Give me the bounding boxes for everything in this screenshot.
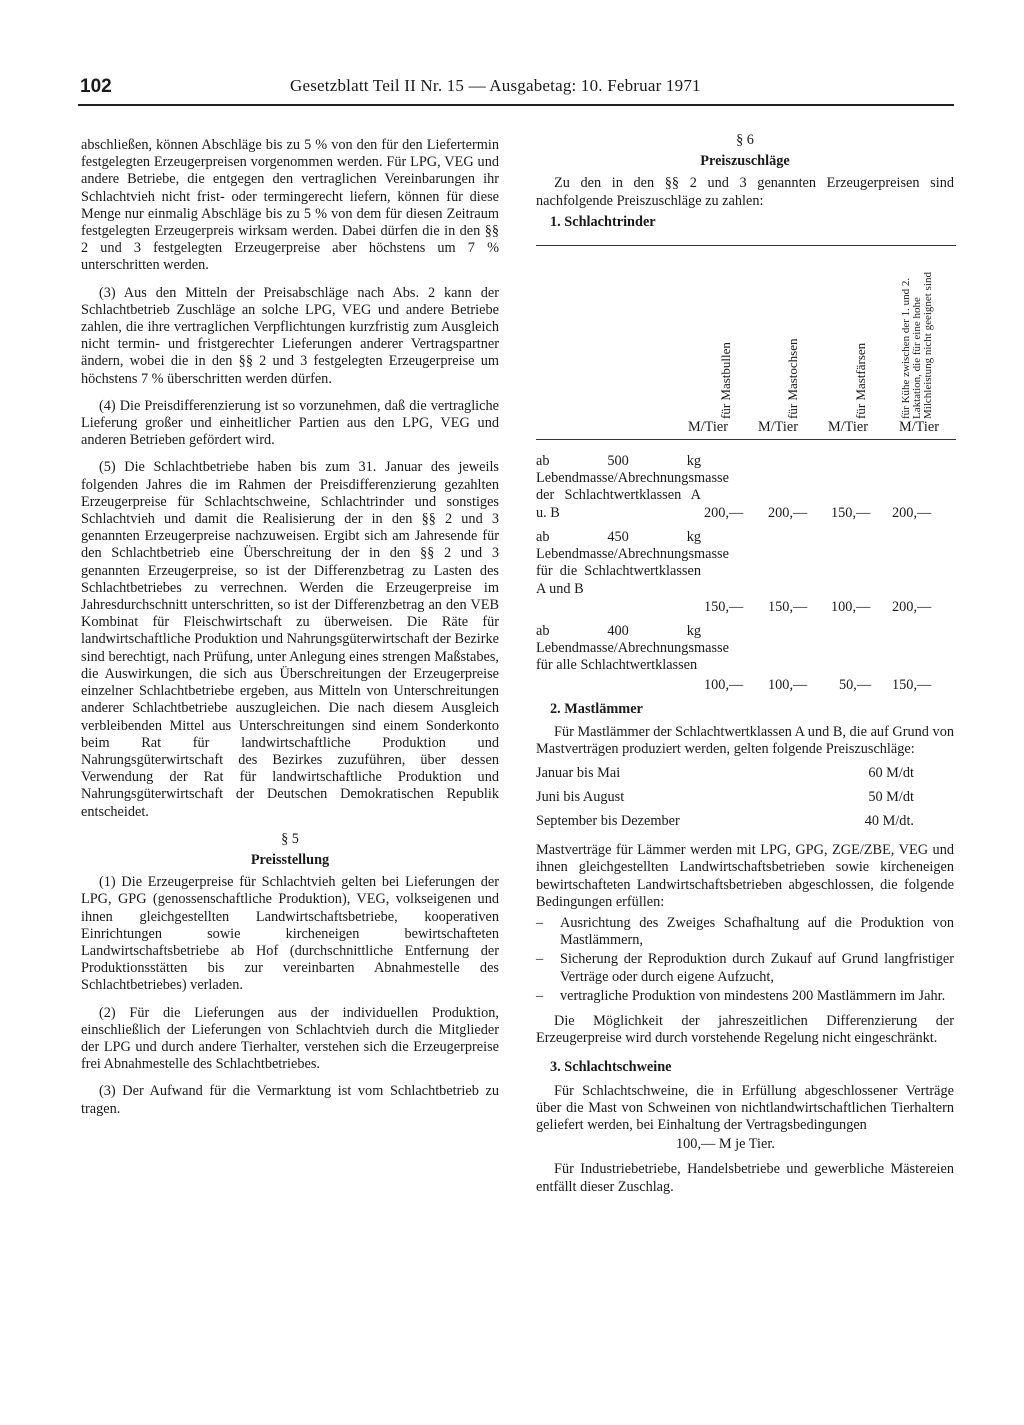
unit-label: M/Tier	[758, 419, 798, 436]
table-cell: 150,—	[831, 505, 871, 522]
condition-item: – Sicherung der Reproduktion durch Zukauf auf Grund langfristiger Verträge oder durch eigene Aufzucht,	[536, 951, 954, 985]
section-5-number: § 5	[281, 830, 299, 847]
pig-amount: 100,— M je Tier.	[676, 1136, 775, 1153]
table-top-rule	[536, 245, 956, 246]
heading-mastlaemmer: 2. Mastlämmer	[550, 701, 643, 718]
unit-label: M/Tier	[899, 419, 939, 436]
table-cell: 150,—	[704, 599, 744, 616]
section-6-title: Preiszuschläge	[700, 153, 790, 170]
right-column	[536, 132, 954, 1206]
col-head-mastbullen: für Mastbullen	[718, 342, 733, 420]
table-cell: 50,—	[839, 677, 872, 694]
price-period: September bis Dezember	[536, 813, 680, 830]
s5-paragraph-2: (2) Für die Lieferungen aus der individuellen Produktion, einschließlich der Lieferungen von Schlachtvieh durch die Mitglieder der LPG und durch andere Tierhalter, verstehen sich die Erzeugerpreise frei Abnahmestelle des Schlachtbetriebes.	[81, 1004, 499, 1073]
table-cell: 100,—	[831, 599, 871, 616]
section-5-title: Preisstellung	[250, 851, 330, 868]
lamb-paragraph: Für Mastlämmer der Schlachtwertklassen A und B, die auf Grund von Mastverträgen produziert werden, gelten folgende Preiszuschläge:	[536, 724, 954, 758]
contracts-paragraph: Mastverträge für Lämmer werden mit LPG, GPG, ZGE/ZBE, VEG und ihnen gleichgestellten Landwirtschaftsbetrieben sowie kircheneigen bewirtschafteten Landwirtschaftsbetrieben abgeschlossen, die folgende Bedingungen erfüllen:	[536, 842, 954, 910]
paragraph-5: (5) Die Schlachtbetriebe haben bis zum 31. Januar des jeweils folgenden Jahres die im Rahmen der Preisdifferenzierung gezahlten Erzeugerpreise für Schlachtschweine, Schlachtrinder und sonstiges Schlachtvieh und damit die Realisierung der in den §§ 2 und 3 genannten Erzeugerpreise nachzuweisen. Ergibt sich am Jahresende für den Schlachtbetrieb eine Überschreitung der in den §§ 2 und 3 genannten Erzeugerpreise, so ist der Differenzbetrag zu Lasten des Schlachtbetriebes zu verrechnen. Werden die Erzeugerpreise im Jahresdurchschnitt unterschritten, so ist der Differenzbetrag an den VEB Kombinat für Fleischwirtschaft zu überweisen. Die Räte für landwirtschaftliche Produktion und Nahrungsgüterwirtschaft der Bezirke sind berechtigt, nach Prüfung, unter Anlegung eines strengen Maßstabes, die Auswirkungen, die sich aus Überschreitungen der Erzeugerpreise einzelner Schlachtbetriebe ergeben, aus Mitteln von Unterschreitungen anderer Schlachtbetriebe auszugleichen. Die nach diesem Ausgleich verbleibenden Mittel aus Unterschreitungen sind einem Sonderkonto beim Rat für landwirtschaftliche Produktion und Nahrungsgüterwirtschaft des Bezirkes zuzuführen, über dessen Verwendung der Rat für landwirtschaftliche Produktion und Nahrungsgüterwirtschaft der Deutschen Demokratischen Republik entscheidet.	[81, 459, 499, 820]
industry-paragraph: Für Industriebetriebe, Handelsbetriebe und gewerbliche Mästereien entfällt dieser Zuschlag.	[536, 1161, 954, 1195]
gazette-title: Gesetzblatt Teil II Nr. 15 — Ausgabetag: 10. Februar 1971	[290, 76, 701, 95]
col-head-mastochsen: für Mastochsen	[785, 338, 800, 420]
row-label: ab 500 kg Lebendmasse/Abrechnungsmasse der Schlachtwertklassen A u. B	[536, 453, 729, 521]
paragraph-4: (4) Die Preisdifferenzierung ist so vorzunehmen, daß die vertragliche Lieferung großer und einheitlicher Partien aus den LPG, VEG und anderen Betrieben gefördert wird.	[81, 397, 499, 449]
unit-label: M/Tier	[828, 419, 868, 436]
heading-schlachtschweine: 3. Schlachtschweine	[550, 1059, 672, 1076]
table-cell: 200,—	[892, 599, 932, 616]
condition-item: – Ausrichtung des Zweiges Schafhaltung auf die Produktion von Mastlämmern,	[536, 915, 954, 949]
table-cell: 100,—	[768, 677, 808, 694]
col-head-kuehe: für Kühe zwischen der 1. und 2. Laktation, die für eine hohe Milchleistung nicht geeignet sind	[900, 272, 934, 420]
col-head-mastfaersen: für Mastfärsen	[853, 342, 868, 420]
row-label: ab 400 kg Lebendmasse/Abrechnungsmasse für alle Schlachtwertklassen	[536, 623, 729, 674]
price-value: 60 M/dt	[868, 764, 914, 781]
price-table	[536, 237, 956, 694]
pigs-paragraph: Für Schlachtschweine, die in Erfüllung abgeschlossener Verträge über die Mast von Schweinen von nichtlandwirtschaftlichen Tierhaltern geliefert werden, bei Einhaltung der Vertragsbedingungen	[536, 1082, 954, 1134]
s5-paragraph-3: (3) Der Aufwand für die Vermarktung ist vom Schlachtbetrieb zu tragen.	[81, 1083, 499, 1117]
left-column	[81, 137, 499, 1128]
price-value: 40 M/dt.	[864, 813, 914, 830]
price-value: 50 M/dt	[868, 788, 914, 805]
price-line	[536, 813, 954, 830]
s6-intro: Zu den in den §§ 2 und 3 genannten Erzeugerpreisen sind nachfolgende Preiszuschläge zu zahlen:	[536, 175, 954, 209]
condition-text: Sicherung der Reproduktion durch Zukauf auf Grund langfristiger Verträge oder durch eigene Aufzucht,	[560, 951, 954, 985]
heading-schlachtrinder: 1. Schlachtrinder	[550, 213, 656, 230]
price-period: Juni bis August	[536, 788, 625, 805]
condition-item: – vertragliche Produktion von mindestens 200 Mastlämmern im Jahr.	[536, 987, 946, 1004]
page-number: 102	[80, 76, 112, 97]
unit-label: M/Tier	[688, 419, 728, 436]
table-cell: 150,—	[768, 599, 808, 616]
table-cell: 200,—	[892, 505, 932, 522]
page-header	[80, 76, 940, 106]
header-rule	[78, 104, 954, 106]
table-cell: 150,—	[892, 677, 932, 694]
condition-text: vertragliche Produktion von mindestens 200 Mastlämmern im Jahr.	[560, 987, 946, 1004]
table-cell: 200,—	[704, 505, 744, 522]
table-cell: 100,—	[704, 677, 744, 694]
paragraph-continuation: abschließen, können Abschläge bis zu 5 % von den für den Liefertermin festgelegten Erzeugerpreisen vorgenommen werden. Für LPG, VEG und andere Betriebe, die entgegen den vertraglichen Vereinbarungen ihr Schlachtvieh nicht frist- oder termingerecht liefern, können für diese Menge nur einmalig Abschläge bis zu 5 % von dem für diesen Zeitraum festgelegten Erzeugerpreis wirksam werden. Dabei dürfen die in den §§ 2 und 3 festgelegten Erzeugerpreise aber höchstens um 7 % unterschritten werden.	[81, 137, 499, 274]
price-line	[536, 789, 954, 806]
price-line	[536, 765, 954, 782]
row-label: ab 450 kg Lebendmasse/Abrechnungsmasse für die Schlachtwertklassen A und B	[536, 529, 729, 597]
table-header-rule	[536, 439, 956, 440]
differentiation-paragraph: Die Möglichkeit der jahreszeitlichen Differenzierung der Erzeugerpreise wird durch vorstehende Regelung nicht eingeschränkt.	[536, 1013, 954, 1047]
s5-paragraph-1: (1) Die Erzeugerpreise für Schlachtvieh gelten bei Lieferungen der LPG, GPG (genossenschaftliche Produktion), VEG, volkseigenen und ihnen gleichgestellten Landwirtschaftsbetriebe, kooperativen Einrichtungen sowie kircheneigen bewirtschafteten Landwirtschaftsbetriebe ab Hof (durchschnittliche Entfernung der Produktionsstätten bis zur vereinbarten Abnahmestelle des Schlachtbetriebes) verladen.	[81, 874, 499, 994]
condition-text: Ausrichtung des Zweiges Schafhaltung auf die Produktion von Mastlämmern,	[560, 915, 954, 949]
paragraph-3: (3) Aus den Mitteln der Preisabschläge nach Abs. 2 kann der Schlachtbetrieb Zuschläge an solche LPG, VEG und andere Betriebe zahlen, die ihre vertraglichen Verpflichtungen kurzfristig zum Ausgleich nicht termin- und fristgerechter Lieferungen anderer Vertragspartner ändern, wobei die in den §§ 2 und 3 festgelegten Erzeugerpreise um höchstens 7 % überschritten werden dürfen.	[81, 284, 499, 387]
table-cell: 200,—	[768, 505, 808, 522]
section-6-number: § 6	[736, 132, 754, 148]
price-period: Januar bis Mai	[536, 764, 621, 781]
